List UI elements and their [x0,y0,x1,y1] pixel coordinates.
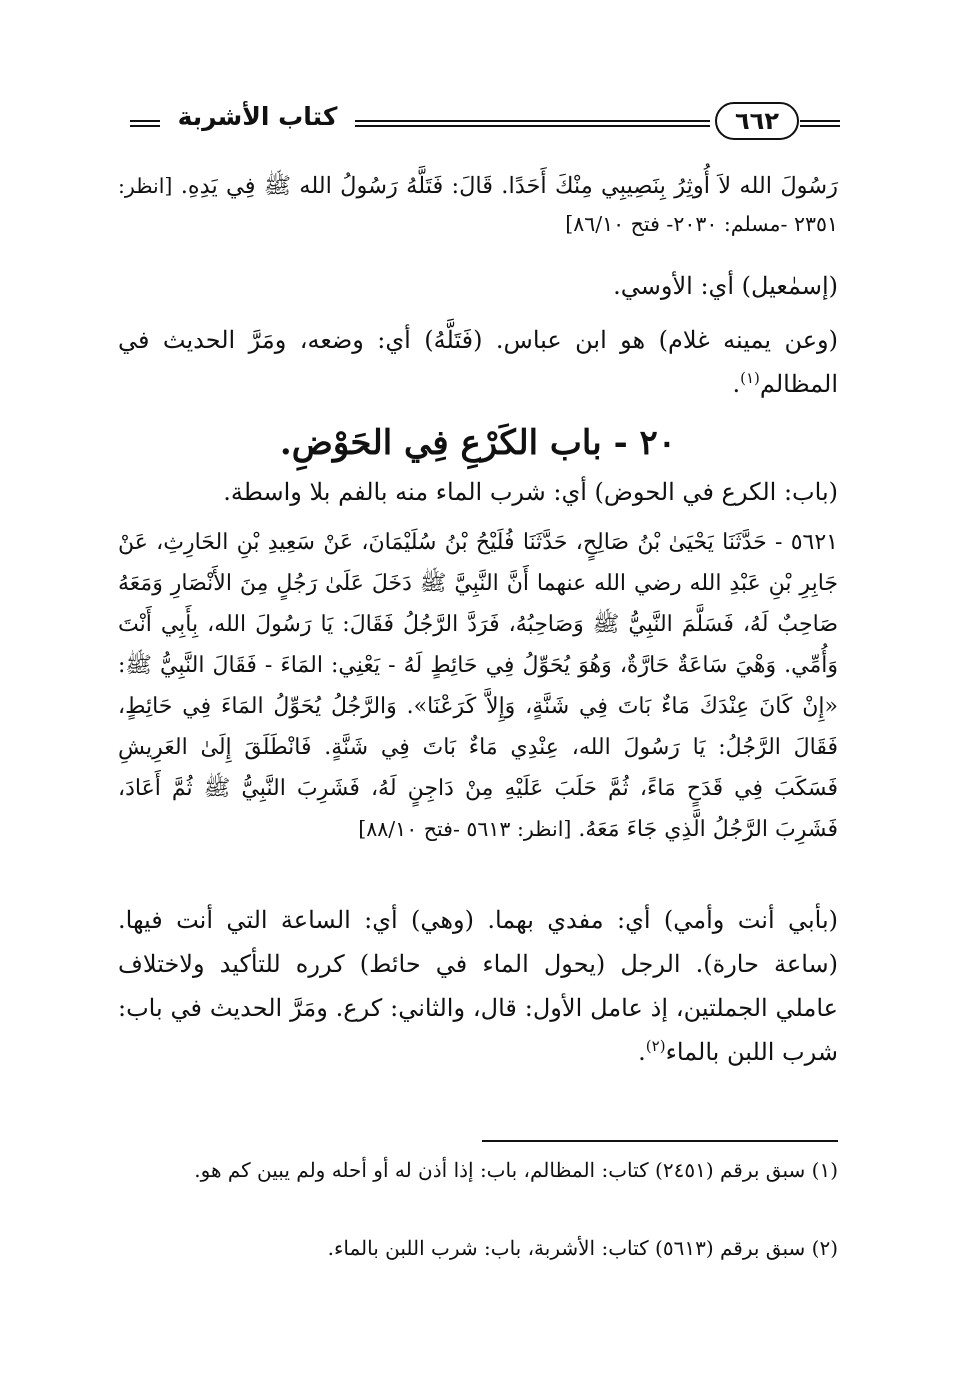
chapter-heading: ٢٠ - باب الكَرْعِ فِي الحَوْضِ. [279,423,677,463]
hadith-continuation-text: رَسُولَ الله لاَ أُوثِرُ بِنَصِيبِي مِنْكَ أَحَدًا. قَالَ: فَتَلَّهُ رَسُولُ الله ﷺ فِي يَدِهِ. [180,173,839,199]
footnote-2: (٢) سبق برقم (٥٦١٣) كتاب: الأشربة، باب: شرب اللبن بالماء. [327,1236,838,1260]
hadith-5621-text: ٥٦٢١ - حَدَّثَنَا يَحْيَىٰ بْنُ صَالِحٍ، حَدَّثَنَا فُلَيْحُ بْنُ سُلَيْمَانَ، عَنْ سَعِيدِ بْنِ الحَارِثِ، عَنْ جَابِرِ بْنِ عَبْدِ الله رضي الله عنهما أَنَّ النَّبِيَّ ﷺ دَخَلَ عَلَىٰ رَجُلٍ مِنَ الأَنْصَارِ وَمَعَهُ صَاحِبٌ لَهُ، فَسَلَّمَ النَّبِيُّ ﷺ وَصَاحِبُهُ، فَرَدَّ الرَّجُلُ فَقَالَ: يَا رَسُولَ الله، بِأَبِي أَنْتَ وَأُمِّي. وَهْيَ سَاعَةٌ حَارَّةٌ، وَهُوَ يُحَوِّلُ فِي حَائِطٍ لَهُ - يَعْنِي: المَاءَ - فَقَالَ النَّبِيُّ ﷺ: «إِنْ كَانَ عِنْدَكَ مَاءٌ بَاتَ فِي شَنَّةٍ، وَإِلاَّ كَرَعْنَا». وَالرَّجُلُ يُحَوِّلُ المَاءَ فِي حَائِطٍ، فَقَالَ الرَّجُلُ: يَا رَسُولَ الله، عِنْدِي مَاءٌ بَاتَ فِي شَنَّةٍ. فَانْطَلَقَ إِلَىٰ العَرِيشِ فَسَكَبَ فِي قَدَحٍ مَاءً، ثُمَّ حَلَبَ عَلَيْهِ مِنْ دَاجِنٍ لَهُ، فَشَرِبَ النَّبِيُّ ﷺ ثُمَّ أَعَادَ، فَشَرِبَ الرَّجُلُ الَّذِي جَاءَ مَعَهُ. [118,530,838,842]
hadith-continuation-reference: [انظر: ٢٣٥١ -مسلم: ٢٠٣٠- فتح ٨٦/١٠] [118,174,838,236]
footnote-separator [482,1140,838,1142]
chapter-explanation: (باب: الكرع في الحوض) أي: شرب الماء منه بالفم بلا واسطة. [223,478,838,506]
footnote-marker-2: (٢) [645,1037,666,1055]
header-rule-left [130,120,160,127]
hadith-5621-reference: [انظر: ٥٦١٣ -فتح ٨٨/١٠] [358,817,572,841]
footnote-marker-1: (١) [740,369,760,387]
commentary-ibn-abbas: (وعن يمينه غلام) هو ابن عباس. (فَتَلَّهُ) أي: وضعه، ومَرَّ الحديث في المظالم$^{(١)}$. [118,326,838,398]
hadith-5621-commentary: (بأبي أنت وأمي) أي: مفدي بهما. (وهي) أي: الساعة التي أنت فيها. (ساعة حارة). الرجل (يحول الماء في حائط) كرره للتأكيد ولاختلاف عاملي الجملتين، إذ عامل الأول: قال، والثاني: كرع. ومَرَّ الحديث في باب: شرب اللبن بالماء$^{(٢)}$. [118,906,838,1066]
page-header [120,96,840,150]
header-rule-middle [355,120,710,127]
hadith-continuation [118,168,838,243]
page-number: ٦٦٢ [715,102,799,140]
commentary-ibn-abbas-text: (وعن يمينه غلام) هو ابن عباس. (فَتَلَّهُ) أي: وضعه، ومَرَّ الحديث في المظالم [118,326,838,398]
running-title: كتاب الأشربة [177,102,338,131]
header-rule-right [800,120,840,127]
hadith-5621 [118,522,838,850]
footnote-1: (١) سبق برقم (٢٤٥١) كتاب: المظالم، باب: إذا أذن له أو أحله ولم يبين كم هو. [194,1158,838,1182]
commentary-ismail: (إسمٰعيل) أي: الأوسي. [613,272,838,300]
hadith-5621-commentary-text: (بأبي أنت وأمي) أي: مفدي بهما. (وهي) أي: الساعة التي أنت فيها. (ساعة حارة). الرجل (يحول الماء في حائط) كرره للتأكيد ولاختلاف عاملي الجملتين، إذ عامل الأول: قال، والثاني: كرع. ومَرَّ الحديث في باب: شرب اللبن بالماء [118,906,838,1066]
